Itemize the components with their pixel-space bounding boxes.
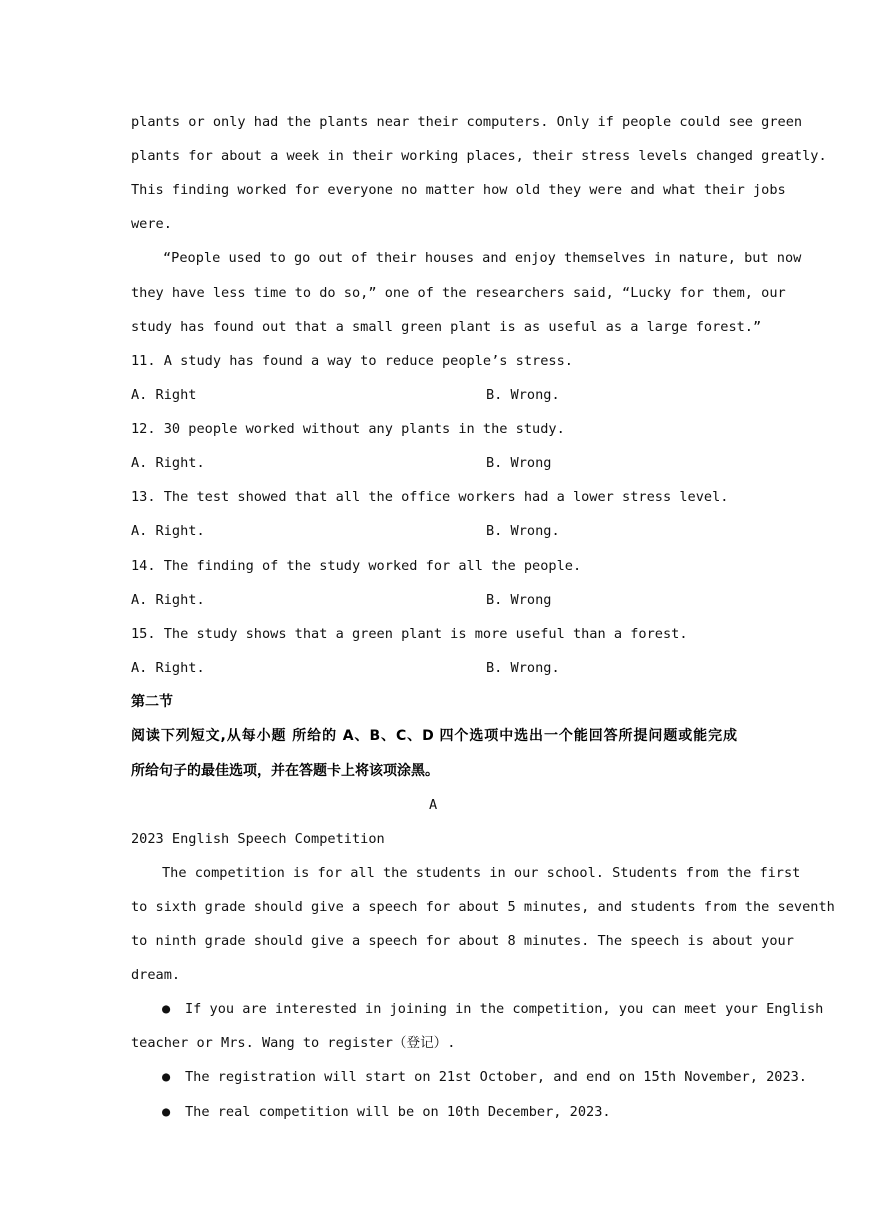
option-b: B. Wrong — [486, 592, 552, 608]
question-11: 11. A study has found a way to reduce people’s stress. — [131, 353, 573, 369]
bullet-icon: ● — [162, 1104, 171, 1120]
passage-line: plants or only had the plants near their computers. Only if people could see green — [131, 114, 803, 130]
option-a: A. Right. — [131, 455, 205, 471]
option-a: A. Right. — [131, 660, 205, 676]
instruction-line: 所给句子的最佳选项，并在答题卡上将该项涂黑。 — [131, 763, 439, 779]
passage-line: dream. — [131, 967, 181, 983]
question-15: 15. The study shows that a green plant is more useful than a forest. — [131, 626, 688, 642]
option-b: B. Wrong. — [486, 387, 560, 403]
option-b: B. Wrong — [486, 455, 552, 471]
passage-line: to ninth grade should give a speech for about 8 minutes. The speech is about your — [131, 933, 794, 949]
bullet-text: teacher or Mrs. Wang to register（登记）. — [131, 1035, 456, 1051]
passage-line: plants for about a week in their working places, their stress levels changed greatly. — [131, 148, 827, 164]
question-12: 12. 30 people worked without any plants in the study. — [131, 421, 565, 437]
instruction-line: 阅读下列短文,从每小题 所给的 A、B、C、D 四个选项中选出一个能回答所提问题或能完成 — [131, 728, 737, 744]
bullet-icon: ● — [162, 1069, 171, 1085]
option-b: B. Wrong. — [486, 660, 560, 676]
bullet-text: The real competition will be on 10th December, 2023. — [185, 1104, 611, 1120]
question-14: 14. The finding of the study worked for all the people. — [131, 558, 582, 574]
option-a: A. Right. — [131, 592, 205, 608]
option-a: A. Right — [131, 387, 197, 403]
passage-title: 2023 English Speech Competition — [131, 831, 385, 847]
option-a: A. Right. — [131, 523, 205, 539]
section-heading: 第二节 — [131, 694, 173, 710]
passage-line: The competition is for all the students in our school. Students from the first — [162, 865, 801, 881]
bullet-text: The registration will start on 21st October, and end on 15th November, 2023. — [185, 1069, 807, 1085]
question-13: 13. The test showed that all the office workers had a lower stress level. — [131, 489, 729, 505]
bullet-icon: ● — [162, 1001, 171, 1017]
bullet-text: If you are interested in joining in the competition, you can meet your English — [185, 1001, 824, 1017]
passage-line: This finding worked for everyone no matter how old they were and what their jobs — [131, 182, 786, 198]
passage-line: were. — [131, 216, 172, 232]
passage-line: to sixth grade should give a speech for about 5 minutes, and students from the seventh — [131, 899, 835, 915]
passage-line: “People used to go out of their houses and enjoy themselves in nature, but now — [163, 250, 802, 266]
option-b: B. Wrong. — [486, 523, 560, 539]
passage-line: study has found out that a small green plant is as useful as a large forest.” — [131, 319, 762, 335]
passage-line: they have less time to do so,” one of the researchers said, “Lucky for them, our — [131, 285, 786, 301]
passage-label: A — [429, 797, 438, 813]
